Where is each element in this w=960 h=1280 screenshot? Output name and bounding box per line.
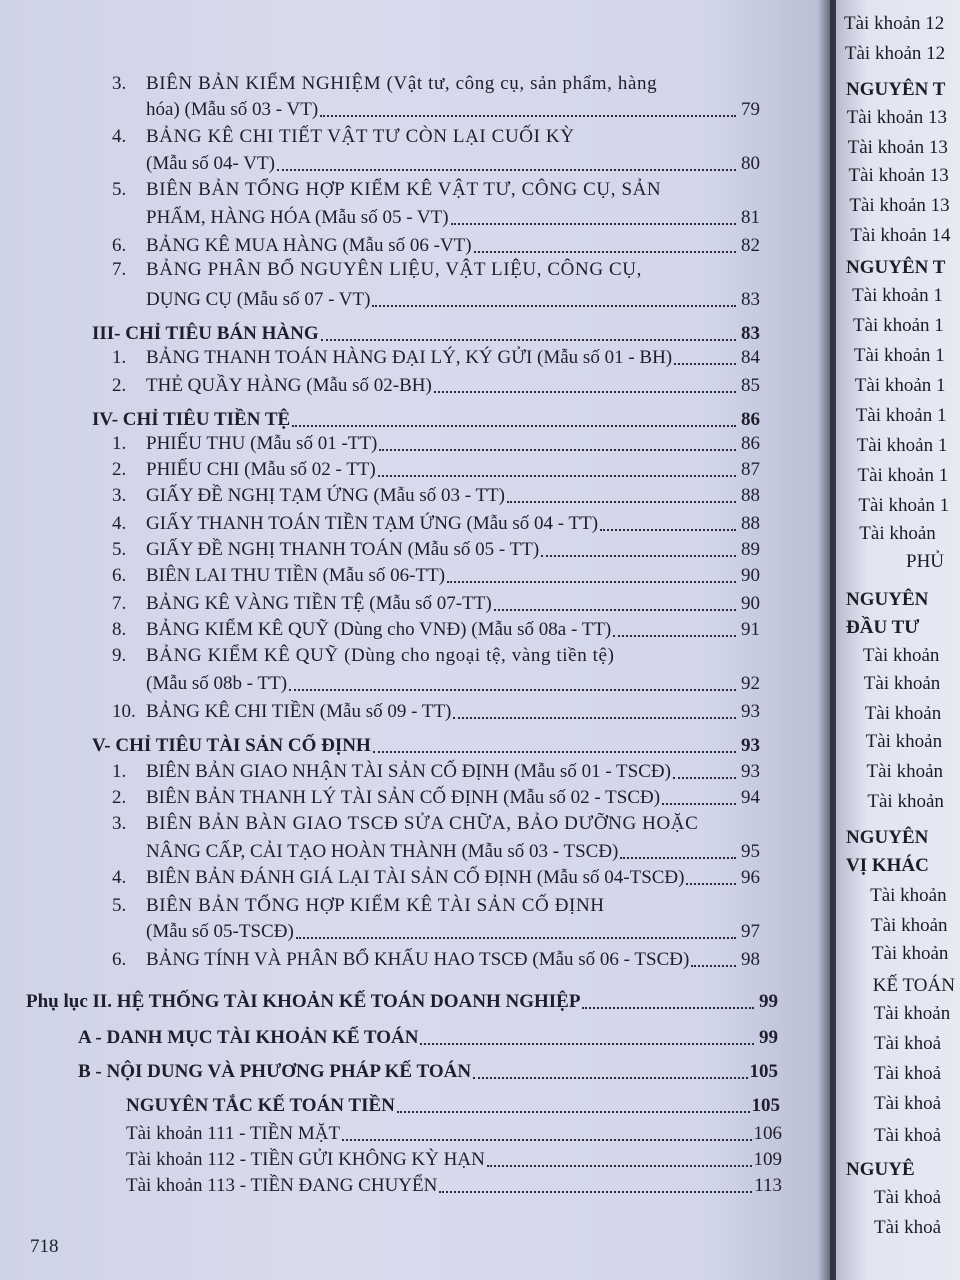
toc-section-heading [92, 734, 760, 758]
right-page-line: Tài khoản [871, 915, 948, 936]
toc-entry [112, 592, 760, 616]
dot-leader [620, 857, 736, 859]
toc-entry-number: 3. [112, 73, 127, 94]
toc-entry-number: 5. [112, 539, 127, 560]
right-page-line: Tài khoả [874, 1033, 942, 1054]
toc-page-number: 97 [741, 921, 760, 942]
toc-entry-title: (Mẫu số 05-TSCĐ) [146, 921, 294, 942]
right-page [836, 0, 960, 1280]
toc-entry-title: BẢNG TÍNH VÀ PHÂN BỔ KHẤU HAO TSCĐ (Mẫu số 06 - TSCĐ) [146, 949, 690, 970]
toc-page-number: 79 [741, 99, 760, 120]
toc-page-number: 93 [741, 735, 760, 756]
toc-entry [112, 700, 760, 724]
right-page-line: Tài khoả [874, 1187, 942, 1208]
toc-entry [146, 840, 760, 864]
toc-entry-title: GIẤY THANH TOÁN TIỀN TẠM ỨNG (Mẫu số 04 - TT) [146, 513, 599, 534]
toc-page-number: 84 [741, 347, 760, 368]
dot-leader [289, 689, 736, 691]
dot-leader [447, 581, 736, 583]
toc-entry [126, 1094, 780, 1118]
toc-entry [146, 152, 760, 176]
right-page-line: Tài khoản 1 [858, 495, 950, 516]
dot-leader [372, 305, 736, 307]
toc-entry [146, 98, 760, 122]
toc-entry-title: BẢNG KIỂM KÊ QUỸ (Dùng cho VNĐ) (Mẫu số 08a - TT) [146, 619, 612, 640]
dot-leader [320, 115, 736, 117]
right-page-line: KẾ TOÁN [872, 975, 955, 996]
right-page-line: Tài khoản 1 [857, 465, 949, 486]
right-page-heading: NGUYÊN T [846, 79, 946, 100]
toc-entry-number: 1. [112, 347, 127, 368]
toc-page-number: 93 [741, 701, 760, 722]
toc-entry-number: 6. [112, 565, 127, 586]
toc-entry-title: BIÊN LAI THU TIỀN (Mẫu số 06-TT) [146, 565, 446, 586]
toc-entry-number: 4. [112, 126, 127, 147]
dot-leader [379, 449, 736, 451]
toc-entry-number: 7. [112, 593, 127, 614]
dot-leader [673, 777, 736, 779]
toc-entry-title: BẢNG THANH TOÁN HÀNG ĐẠI LÝ, KÝ GỬI (Mẫu số 01 - BH) [146, 347, 673, 368]
right-page-line: Tài khoản 13 [849, 195, 950, 216]
toc-entry-title: III- CHỈ TIÊU BÁN HÀNG [92, 323, 319, 344]
right-page-heading: NGUYÊN [846, 827, 929, 848]
toc-entry [146, 206, 760, 230]
toc-entry-line: BẢNG PHÂN BỔ NGUYÊN LIỆU, VẬT LIỆU, CÔNG CỤ, [146, 259, 642, 280]
right-page-line: Tài khoả [874, 1125, 942, 1146]
dot-leader [277, 169, 736, 171]
toc-entry-number: 6. [112, 235, 127, 256]
toc-page-number: 113 [754, 1175, 782, 1196]
dot-leader [474, 251, 736, 253]
dot-leader [473, 1077, 747, 1079]
toc-entry-number: 10. [112, 701, 136, 722]
right-page-line: Tài khoản 1 [855, 405, 947, 426]
toc-page-number: 80 [741, 153, 760, 174]
right-page-line: Tài khoản [873, 1003, 951, 1024]
toc-entry-number: 4. [112, 867, 127, 888]
toc-entry [78, 1026, 778, 1050]
right-page-line: Tài khoản 1 [856, 435, 948, 456]
dot-leader [292, 425, 736, 427]
right-page-line: Tài khoản 14 [850, 225, 951, 246]
toc-page-number: 90 [741, 565, 760, 586]
toc-page-number: 106 [753, 1123, 782, 1144]
toc-entry [112, 564, 760, 588]
toc-entry-title: BIÊN BẢN THANH LÝ TÀI SẢN CỐ ĐỊNH (Mẫu số 02 - TSCĐ) [146, 787, 661, 808]
toc-entry [112, 618, 760, 642]
toc-entry-number: 2. [112, 375, 127, 396]
toc-section-heading [92, 322, 760, 346]
toc-page-number: 105 [749, 1061, 778, 1082]
toc-page-number: 93 [741, 761, 760, 782]
right-page-line: Tài khoả [874, 1217, 942, 1238]
toc-entry-title: BẢNG KÊ CHI TIỀN (Mẫu số 09 - TT) [146, 701, 452, 722]
toc-entry-title: BIÊN BẢN GIAO NHẬN TÀI SẢN CỐ ĐỊNH (Mẫu số 01 - TSCĐ) [146, 761, 671, 782]
toc-page-number: 86 [741, 433, 760, 454]
dot-leader [674, 363, 736, 365]
toc-entry-number: 2. [112, 459, 127, 480]
toc-entry-title: BẢNG KÊ MUA HÀNG (Mẫu số 06 -VT) [146, 235, 472, 256]
toc-account-entry [126, 1174, 782, 1198]
toc-entry-title: (Mẫu số 04- VT) [146, 153, 275, 174]
toc-entry-title: Tài khoản 112 - TIỀN GỬI KHÔNG KỲ HẠN [126, 1149, 485, 1170]
right-page-heading: NGUYÊ [846, 1159, 915, 1180]
toc-entry [112, 786, 760, 810]
toc-page-number: 92 [741, 673, 760, 694]
right-page-line: Tài khoản 12 [844, 13, 945, 34]
dot-leader [434, 391, 736, 393]
toc-entry-title: IV- CHỈ TIÊU TIỀN TỆ [92, 409, 291, 430]
toc-page-number: 96 [741, 867, 760, 888]
dot-leader [378, 475, 736, 477]
toc-entry-number: 5. [112, 179, 127, 200]
toc-entry-title: PHIẾU CHI (Mẫu số 02 - TT) [146, 459, 376, 480]
toc-entry [78, 1060, 778, 1084]
dot-leader [397, 1111, 750, 1113]
toc-entry-number: 2. [112, 787, 127, 808]
right-page-line: Tài khoản 1 [852, 285, 943, 306]
toc-entry [112, 346, 760, 370]
toc-entry-title: GIẤY ĐỀ NGHỊ TẠM ỨNG (Mẫu số 03 - TT) [146, 485, 505, 506]
toc-entry-number: 4. [112, 513, 127, 534]
toc-page-number: 81 [741, 207, 760, 228]
toc-entry-title: DỤNG CỤ (Mẫu số 07 - VT) [146, 289, 371, 310]
right-page-line: PHỦ [906, 551, 945, 572]
toc-entry-title: Tài khoản 113 - TIỀN ĐANG CHUYỂN [126, 1175, 438, 1196]
toc-account-entry [126, 1148, 782, 1172]
dot-leader [582, 1007, 754, 1009]
toc-entry-number: 9. [112, 645, 127, 666]
right-page-line: Tài khoản [864, 703, 942, 724]
toc-entry-line: BIÊN BẢN TỔNG HỢP KIỂM KÊ VẬT TƯ, CÔNG CỤ, SẢN [146, 179, 662, 200]
toc-entry-title: PHIẾU THU (Mẫu số 01 -TT) [146, 433, 378, 454]
toc-entry [112, 458, 760, 482]
toc-entry [146, 920, 760, 944]
toc-entry [112, 432, 760, 456]
toc-entry-title: B - NỘI DUNG VÀ PHƯƠNG PHÁP KẾ TOÁN [78, 1061, 472, 1082]
right-page-line: Tài khoản [866, 761, 944, 782]
toc-page-number: 99 [759, 1027, 778, 1048]
dot-leader [451, 223, 736, 225]
right-page-line: Tài khoản [871, 943, 949, 964]
dot-leader [691, 965, 736, 967]
toc-page-number: 82 [741, 235, 760, 256]
toc-appendix-heading [26, 990, 778, 1014]
dot-leader [494, 609, 736, 611]
right-page-line: Tài khoản [865, 731, 943, 752]
toc-page-number: 88 [741, 513, 760, 534]
right-page-line: Tài khoản 1 [853, 315, 944, 336]
dot-leader [321, 339, 736, 341]
toc-entry [112, 948, 760, 972]
toc-page-number: 99 [759, 991, 778, 1012]
toc-entry-title: V- CHỈ TIÊU TÀI SẢN CỐ ĐỊNH [92, 735, 371, 756]
dot-leader [342, 1139, 751, 1141]
dot-leader [453, 717, 736, 719]
toc-entry-number: 7. [112, 259, 127, 280]
right-page-heading: VỊ KHÁC [846, 855, 929, 876]
dot-leader [507, 501, 736, 503]
right-page-line: Tài khoản [859, 523, 936, 544]
toc-entry-title: Tài khoản 111 - TIỀN MẶT [126, 1123, 341, 1144]
toc-entry-title: (Mẫu số 08b - TT) [146, 673, 288, 694]
toc-entry-title: PHẨM, HÀNG HÓA (Mẫu số 05 - VT) [146, 207, 449, 228]
right-page-line: Tài khoản 13 [847, 137, 948, 158]
toc-page-number: 86 [741, 409, 760, 430]
toc-entry [112, 374, 760, 398]
dot-leader [296, 937, 736, 939]
right-page-line: Tài khoản [867, 791, 944, 812]
right-page-heading: NGUYÊN T [846, 257, 946, 278]
toc-page-number: 83 [741, 323, 760, 344]
toc-entry-title: NGUYÊN TẮC KẾ TOÁN TIỀN [126, 1095, 395, 1116]
right-page-line: Tài khoản 12 [844, 43, 946, 64]
dot-leader [487, 1165, 752, 1167]
toc-entry-line: BẢNG KIỂM KÊ QUỸ (Dùng cho ngoại tệ, vàng tiền tệ) [146, 645, 615, 666]
toc-page-number: 83 [741, 289, 760, 310]
dot-leader [686, 883, 736, 885]
toc-entry-number: 8. [112, 619, 127, 640]
right-page-line: Tài khoản [863, 673, 941, 694]
toc-page-number: 89 [741, 539, 760, 560]
right-page-line: Tài khoản [862, 645, 940, 666]
dot-leader [662, 803, 736, 805]
toc-entry-title: GIẤY ĐỀ NGHỊ THANH TOÁN (Mẫu số 05 - TT) [146, 539, 540, 560]
right-page-line: Tài khoản 13 [848, 165, 949, 186]
toc-entry-title: NÂNG CẤP, CẢI TẠO HOÀN THÀNH (Mẫu số 03 - TSCĐ) [146, 841, 619, 862]
toc-page-number: 94 [741, 787, 760, 808]
toc-entry-number: 5. [112, 895, 127, 916]
toc-page-number: 109 [753, 1149, 782, 1170]
toc-entry [112, 760, 760, 784]
toc-entry-title: Phụ lục II. HỆ THỐNG TÀI KHOẢN KẾ TOÁN DOANH NGHIỆP [26, 991, 581, 1012]
right-page-line: Tài khoản [870, 885, 947, 906]
toc-page-number: 98 [741, 949, 760, 970]
toc-entry-title: THẺ QUẦY HÀNG (Mẫu số 02-BH) [146, 375, 432, 396]
toc-page-number: 88 [741, 485, 760, 506]
right-page-heading: NGUYÊN [846, 589, 929, 610]
toc-section-heading [92, 408, 760, 432]
toc-page-number: 95 [741, 841, 760, 862]
dot-leader [600, 529, 736, 531]
toc-page-number: 91 [741, 619, 760, 640]
dot-leader [613, 635, 736, 637]
toc-page-number: 87 [741, 459, 760, 480]
toc-entry-line: BIÊN BẢN BÀN GIAO TSCĐ SỬA CHỮA, BẢO DƯỠNG HOẶC [146, 813, 699, 834]
toc-entry-title: BIÊN BẢN ĐÁNH GIÁ LẠI TÀI SẢN CỐ ĐỊNH (Mẫu số 04-TSCĐ) [146, 867, 685, 888]
toc-entry-line: BIÊN BẢN TỔNG HỢP KIỂM KÊ TÀI SẢN CỐ ĐỊNH [146, 895, 605, 916]
toc-entry [112, 866, 760, 890]
right-page-line: Tài khoản 1 [853, 345, 945, 366]
dot-leader [541, 555, 736, 557]
toc-entry-title: A - DANH MỤC TÀI KHOẢN KẾ TOÁN [78, 1027, 419, 1048]
toc-entry-line: BẢNG KÊ CHI TIẾT VẬT TƯ CÒN LẠI CUỐI KỲ [146, 126, 575, 147]
toc-entry-title: BẢNG KÊ VÀNG TIỀN TỆ (Mẫu số 07-TT) [146, 593, 492, 614]
toc-entry [112, 538, 760, 562]
page-number: 718 [30, 1236, 59, 1257]
toc-entry [112, 512, 760, 536]
toc-entry-number: 3. [112, 485, 127, 506]
toc-entry-number: 1. [112, 761, 127, 782]
toc-page-number: 90 [741, 593, 760, 614]
right-page-line: Tài khoả [874, 1063, 942, 1084]
dot-leader [373, 751, 736, 753]
dot-leader [420, 1043, 754, 1045]
right-page-heading: ĐẦU TƯ [846, 617, 920, 638]
toc-entry-number: 6. [112, 949, 127, 970]
toc-entry [146, 672, 760, 696]
right-page-line: Tài khoả [874, 1093, 942, 1114]
toc-entry-title: hóa) (Mẫu số 03 - VT) [146, 99, 319, 120]
dot-leader [439, 1191, 752, 1193]
right-page-line: Tài khoản 13 [846, 107, 947, 128]
toc-entry [112, 484, 760, 508]
right-page-line: Tài khoản 1 [854, 375, 946, 396]
toc-entry-number: 3. [112, 813, 127, 834]
toc-entry-line: BIÊN BẢN KIỂM NGHIỆM (Vật tư, công cụ, sản phẩm, hàng [146, 73, 658, 94]
toc-entry [146, 288, 760, 312]
toc-page-number: 85 [741, 375, 760, 396]
toc-account-entry [126, 1122, 782, 1146]
toc-entry [112, 234, 760, 258]
toc-entry-number: 1. [112, 433, 127, 454]
toc-page-number: 105 [751, 1095, 780, 1116]
